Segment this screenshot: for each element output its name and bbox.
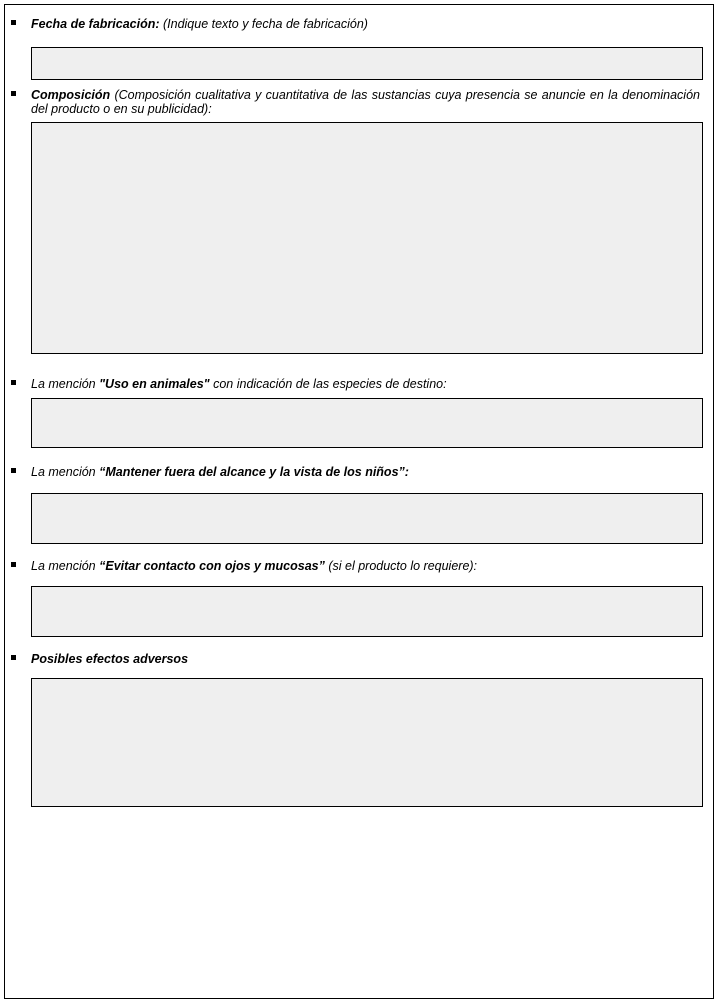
label-evitar-contacto (31, 559, 700, 573)
label-bold: Composición (31, 88, 111, 102)
label-note: (si el producto lo requiere): (324, 559, 478, 573)
composicion-field[interactable] (31, 122, 703, 354)
evitar-contacto-field[interactable] (31, 586, 703, 637)
label-bold: “Evitar contacto con ojos y mucosas” (99, 559, 325, 573)
label-fecha-fabricacion (31, 17, 700, 31)
label-prefix: La mención (31, 465, 100, 479)
bullet-icon (11, 380, 16, 385)
label-note: con indicación de las especies de destino: (209, 377, 447, 391)
bullet-icon (11, 468, 16, 473)
label-mantener-fuera (31, 465, 700, 479)
bullet-icon (11, 562, 16, 567)
label-bold: Posibles efectos adversos (31, 652, 189, 666)
uso-animales-field[interactable] (31, 398, 703, 448)
label-prefix: La mención (31, 559, 100, 573)
label-note: (Composición cualitativa y cuantitativa de las sustancias cuya presencia se anuncie en la denominación del producto o en su publicidad): (31, 88, 700, 116)
fecha-fabricacion-field[interactable] (31, 47, 703, 80)
bullet-icon (11, 20, 16, 25)
mantener-fuera-field[interactable] (31, 493, 703, 544)
label-note: (Indique texto y fecha de fabricación) (159, 17, 368, 31)
label-prefix: La mención (31, 377, 100, 391)
label-uso-animales (31, 377, 700, 391)
efectos-adversos-field[interactable] (31, 678, 703, 807)
label-bold: "Uso en animales" (99, 377, 210, 391)
label-composicion (31, 88, 700, 116)
bullet-icon (11, 655, 16, 660)
label-efectos-adversos (31, 652, 700, 666)
label-bold: “Mantener fuera del alcance y la vista de los niños”: (99, 465, 409, 479)
bullet-icon (11, 91, 16, 96)
label-bold: Fecha de fabricación: (31, 17, 160, 31)
